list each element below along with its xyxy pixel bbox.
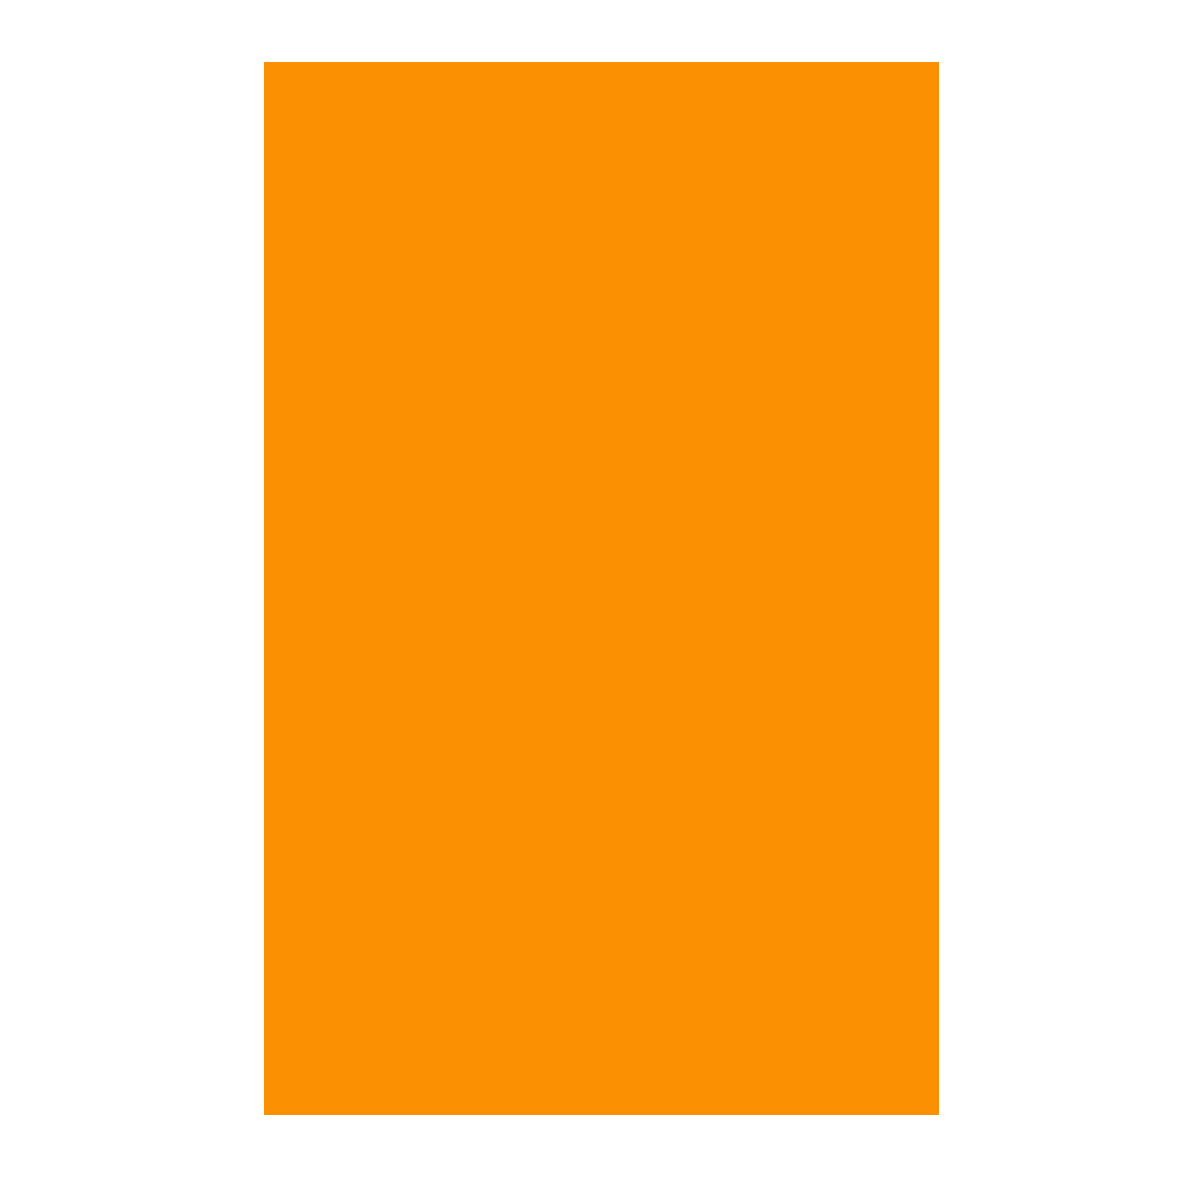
orange-color-block[interactable]: [264, 62, 939, 1115]
